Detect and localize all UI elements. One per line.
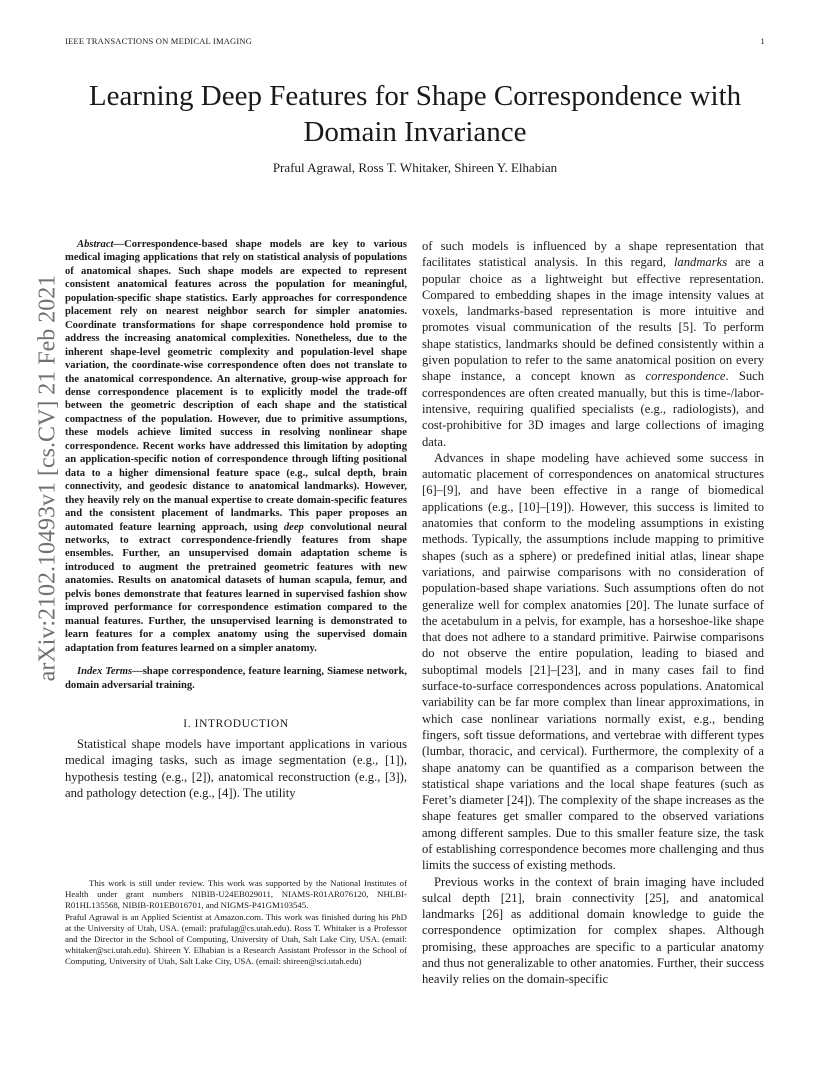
right-column	[422, 238, 764, 988]
paragraph-1-part-a: of such models is influenced by a shape representation that facilitates statistical analysis. In this regard,	[422, 239, 764, 270]
abstract-text: —Correspondence-based shape models are key to various medical imaging applications that rely on statistical analysis of populations of anatomical shapes. Such shape models are expected to represent consistent anatomical features across the population for meaningful, population-specific shape statistics. Early approaches for correspondence placement rely on nearest neighbor search for simpler anatomies. Coordinate transformations for shape correspondence hold promise to address the increasing anatomical complexities. Nonetheless, due to the inherent shape-level geometric complexity and population-level shape variation, the coordinate-wise correspondence often does not translate to the anatomical correspondence. An alternative, group-wise approach for dense correspondence placement is to explicitly model the trade-off between the geometric description of each shape and the statistical compactness of the population. However, due to primitive assumptions, these models achieve limited success in resolving nonlinear shape correspondence. Recent works have addressed this limitation by adopting an application-specific notion of correspondence through lifting positional data to a higher dimensional feature space (e.g., sulcal depth, brain connectivity, and geodesic distance to anatomical landmarks). However, they heavily rely on the manual expertise to create domain-specific features and the consistent placement of landmarks. This paper proposes an automated feature learning approach, using	[65, 239, 407, 533]
author-list: Praful Agrawal, Ross T. Whitaker, Shireen Y. Elhabian	[272, 160, 558, 175]
body-paragraph-3: Previous works in the context of brain imaging have included sulcal depth [21], brain connectivity [25], and anatomical landmarks [26] as additional domain knowledge to guide the correspondence optimization for complex shapes. Although promising, these approaches are specific to a particular anatomy and thus not generalizable to other anatomies. Further, their success heavily relies on the domain-specific	[422, 874, 764, 987]
affiliation-footnote: Praful Agrawal is an Applied Scientist at Amazon.com. This work was finished during his PhD at the University of Utah, USA. (email: prafulag@cs.utah.edu). Ross T. Whitaker is a Professor and the Director in the School of Computing, University of Utah, Salt Lake City, USA. (email: whitaker@sci.utah.edu). Shireen Y. Elhabian is a Research Assistant Professor in the School of Computing, University of Utah, Salt Lake City, USA. (email: shireen@sci.utah.edu)	[65, 911, 407, 967]
section-heading-introduction: I. INTRODUCTION	[183, 717, 289, 730]
arxiv-identifier-stamp: arXiv:2102.10493v1 [cs.CV] 21 Feb 2021	[34, 274, 61, 682]
running-header	[65, 36, 765, 46]
index-terms	[65, 665, 407, 692]
abstract	[65, 238, 407, 655]
paper-title: Learning Deep Features for Shape Correspondence with Domain Invariance	[88, 80, 742, 148]
abstract-text-continued: convolutional neural networks, to extract correspondence-friendly features from shape ensembles. Further, an unsupervised domain adaptation scheme is introduced to augment the pretrained geometric features with new anatomies. Results on anatomical datasets of human scapula, femur, and pelvis bones demonstrate that features learned in supervised fashion show improved performance for correspondence estimation compared to the manual features. Further, the unsupervised learning is demonstrated to learn features for a complex anatomy using the supervised domain adaptation from features learned on a simpler anatomy.	[65, 521, 407, 654]
index-terms-label: Index Terms	[77, 666, 133, 678]
body-paragraph-1	[422, 238, 764, 450]
funding-footnote: This work is still under review. This work was supported by the National Institutes of Health under grant numbers NIBIB-U24EB029011, NIAMS-R01AR076120, NHLBI-R01HL135568, NIBIB-R01EB016701, and NIGMS-P41GM103545.	[65, 878, 407, 911]
emphasis-correspondence: correspondence	[645, 369, 726, 384]
paragraph-1-part-b: are a popular choice as a lightweight but effective representation. Compared to embedding shapes in the image intensity values at voxels, landmarks-based representation is more intuitive and promotes visual communication of the results [5]. To perform shape statistics, landmarks should be defined consistently within a given population to refer to the same anatomical position on every shape instance, a concept known as	[422, 255, 764, 384]
paragraph-1-part-c: . Such correspondences are often created manually, but this is time-/labor-intensive, requiring qualified specialists (e.g., radiologists), and cost-prohibitive for 3D images and large collections of imaging data.	[422, 369, 765, 449]
abstract-emphasis: deep	[283, 521, 304, 533]
footnotes	[65, 878, 407, 968]
abstract-label: Abstract	[77, 239, 114, 250]
index-terms-text: —shape correspondence, feature learning, Siamese network, domain adversarial training.	[65, 666, 407, 691]
left-column	[65, 238, 407, 801]
page-number: 1	[760, 36, 765, 46]
body-paragraph-2: Advances in shape modeling have achieved some success in automatic placement of correspondences on anatomical structures [6]–[9], and have been effective in a range of biomedical applications (e.g., [10]–[19]). However, this success is limited to anatomies that conform to the modeling assumptions in existing methods. Typically, the assumptions include mapping to primitive shapes (such as a sphere) or predefined initial atlas, linear shape variations, and pairwise comparisons with no consideration of population-based shape variations. Such assumptions often do not generalize well for complex anatomies [20]. The lunate surface of the acetabulum in a pelvis, for example, has a horseshoe-like shape that does not adhere to a standard primitive. Pairwise comparisons do not observe the entire population, leading to biased and suboptimal models [21]–[23], and in many cases fail to find surface-to-surface correspondences across populations. Anatomical variability can be far more complex than linear approximations, in which case nonlinear variations normally exist, e.g., bending fingers, soft tissue deformations, and vertebrae with different types (lumbar, thoracic, and cervical). Furthermore, the complexity of a shape anatomy can be quantified as a comparison between the statistical shape variations and the local shape features (such as Feret’s diameter [24]). The complexity of the shape increases as the shape features get smaller compared to the observed variations among different samples. Due to this smaller feature size, the task of establishing correspondence becomes more challenging and thus limits the success of existing methods.	[422, 450, 764, 873]
emphasis-landmarks: landmarks	[673, 255, 728, 270]
journal-name: IEEE TRANSACTIONS ON MEDICAL IMAGING	[65, 36, 253, 46]
introduction-paragraph: Statistical shape models have important applications in various medical imaging tasks, such as image segmentation (e.g., [1]), hypothesis testing (e.g., [2]), anatomical reconstruction (e.g., [3]), and pathology detection (e.g., [4]). The utility	[65, 736, 407, 800]
